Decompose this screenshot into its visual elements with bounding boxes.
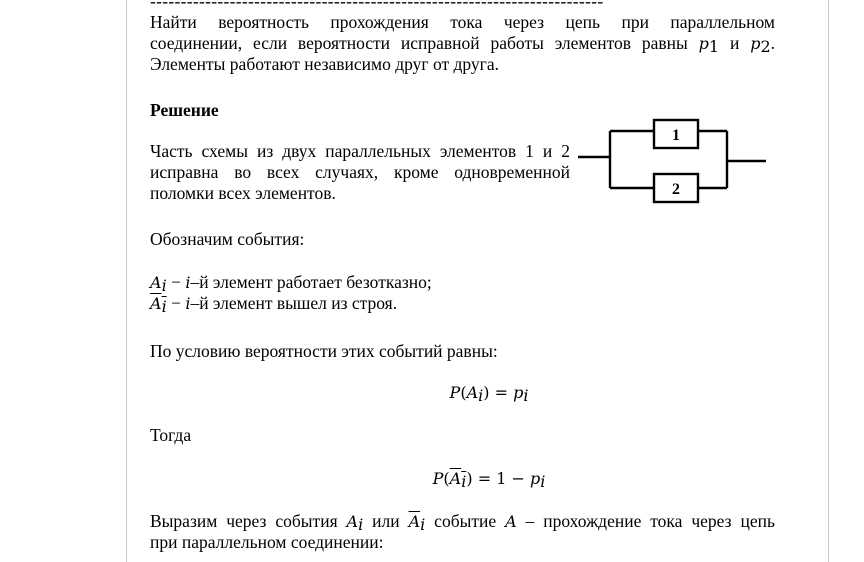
parallel-paragraph <box>150 141 570 204</box>
formula1-equals: = <box>489 383 514 402</box>
event-ok-var: i <box>185 273 191 292</box>
event-ok-text: –й элемент работает безотказно; <box>190 272 432 292</box>
parallel-line-2: исправна во всех случаях, кроме одновременной <box>150 162 570 182</box>
formula2-p-subscript: i <box>540 472 546 491</box>
separator-line: -------------------------------------------------------------------------- <box>150 0 604 11</box>
last-pre: Выразим через события <box>150 511 347 531</box>
formula1-A-subscript: i <box>478 386 484 405</box>
last-A1: A <box>346 512 359 531</box>
last-mid: событие <box>425 511 506 531</box>
event-ok-symbol: A <box>150 273 162 292</box>
formula1-rparen: ) <box>483 383 490 402</box>
p1-symbol: p <box>698 34 709 53</box>
problem-line-2-text: соединении, если вероятности исправной работы элементов равны <box>150 33 699 53</box>
parallel-line-3: поломки всех элементов. <box>150 183 336 203</box>
then-text: Тогда <box>150 425 192 445</box>
last-or: или <box>363 511 409 531</box>
formula-probability <box>150 382 828 403</box>
p1-subscript: 1 <box>708 37 720 56</box>
event-fail-subscript: i <box>161 297 167 316</box>
element-1-label: 1 <box>672 127 680 144</box>
formula2-equals: = 1 − <box>472 469 530 488</box>
last-A2-overline <box>409 511 421 531</box>
parallel-line-1: Часть схемы из двух параллельных элементов 1 и 2 <box>150 141 570 161</box>
formula2-A: A <box>449 469 462 488</box>
parallel-circuit-diagram <box>578 118 768 208</box>
last-paragraph <box>150 511 775 553</box>
problem-period: . <box>770 33 775 53</box>
formula2-lparen: ( <box>443 469 450 488</box>
last-line-2: при параллельном соединении: <box>150 532 384 552</box>
event-fail-var: i <box>185 294 191 313</box>
formula1-A: A <box>466 383 479 402</box>
solution-heading: Решение <box>150 100 219 120</box>
right-margin-guide <box>828 0 829 562</box>
formula2-P: P <box>432 469 444 488</box>
event-fail-text: –й элемент вышел из строя. <box>190 293 398 313</box>
formula1-p-subscript: i <box>523 386 529 405</box>
element-2-label: 2 <box>672 181 680 198</box>
formula1-lparen: ( <box>460 383 467 402</box>
problem-line-3: Элементы работают независимо друг от друга. <box>150 54 499 74</box>
p2-subscript: 2 <box>760 37 771 56</box>
event-fail-line <box>150 293 397 314</box>
event-fail-symbol: A <box>150 294 162 313</box>
last-A2: $\overline{A}$ <box>408 512 421 531</box>
last-A2-subscript: i <box>420 515 426 534</box>
formula2-overline <box>449 468 467 491</box>
left-margin-guide <box>126 0 127 562</box>
formula2-A-subscript: i <box>461 472 467 491</box>
condition-text: По условию вероятности этих событий равны: <box>150 341 498 361</box>
formula2-p: p <box>529 469 541 488</box>
problem-line-2 <box>150 33 775 54</box>
denote-events-text: Обозначим события: <box>150 229 305 249</box>
problem-line-1: Найти вероятность прохождения тока через цепь при параллельном <box>150 12 775 32</box>
event-fail-dash: − <box>166 293 186 313</box>
last-A1-subscript: i <box>358 515 364 534</box>
last-line-1 <box>150 511 775 532</box>
event-fail-overline <box>150 293 167 316</box>
event-ok-dash: − <box>166 272 186 292</box>
formula2-rparen: ) <box>466 469 473 488</box>
p2-symbol: p <box>750 34 761 53</box>
event-ok-subscript: i <box>161 276 167 295</box>
formula1-P: P <box>449 383 461 402</box>
event-ok-line <box>150 272 432 293</box>
problem-statement <box>150 12 775 75</box>
formula1-p: p <box>513 383 524 402</box>
last-post: – прохождение тока через цепь <box>516 511 775 531</box>
formula-complement <box>150 468 828 489</box>
last-A3: A <box>505 512 517 531</box>
problem-and: и <box>719 33 751 53</box>
